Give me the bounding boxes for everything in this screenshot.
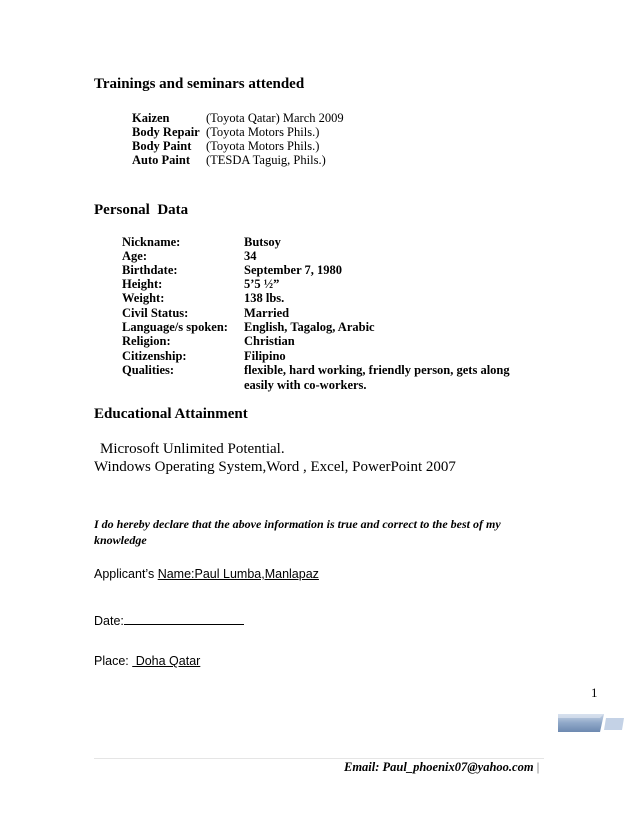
education-line-1: Microsoft Unlimited Potential. [100, 441, 285, 457]
field-value: 138 lbs. [244, 291, 285, 305]
email-text: Email: Paul_phoenix07@yahoo.com [344, 760, 534, 774]
applicant-name: Name:Paul Lumba,Manlapaz [157, 567, 319, 581]
training-name: Kaizen [132, 111, 170, 125]
declaration-text: I do hereby declare that the above information is true and correct to the best of my knowledge [94, 517, 501, 547]
training-name: Body Paint [132, 139, 192, 153]
field-value: Married [244, 306, 290, 320]
field-value: English, Tagalog, Arabic [244, 320, 375, 334]
training-name: Auto Paint [132, 153, 190, 167]
field-label: Religion: [122, 334, 171, 348]
field-value: September 7, 1980 [244, 263, 343, 277]
field-value: 34 [244, 249, 257, 263]
field-label: Nickname: [122, 235, 181, 249]
footer-logo-graphic [556, 712, 626, 734]
education-line-2: Windows Operating System,Word , Excel, PowerPoint 2007 [94, 459, 456, 475]
place-value: Doha Qatar [132, 654, 201, 668]
personal-heading: Personal Data [94, 202, 189, 218]
training-detail: (Toyota Motors Phils.) [206, 139, 320, 153]
field-label: Qualities: [122, 363, 175, 377]
trainings-heading: Trainings and seminars attended [94, 76, 305, 92]
applicant-prefix: Applicant’s [94, 567, 158, 581]
date-label: Date: [94, 614, 124, 628]
field-value: Christian [244, 334, 295, 348]
field-label: Weight: [122, 291, 165, 305]
field-label: Citizenship: [122, 349, 187, 363]
education-heading: Educational Attainment [94, 406, 248, 422]
field-value: Butsoy [244, 235, 281, 249]
footer-divider [94, 758, 544, 759]
field-value: 5’5 ½” [244, 277, 280, 291]
date-blank [124, 612, 244, 625]
training-detail: (Toyota Qatar) March 2009 [206, 111, 344, 125]
field-value: Filipino [244, 349, 286, 363]
date-line [94, 612, 244, 628]
field-value: flexible, hard working, friendly person, gets along easily with co-workers. [244, 363, 510, 392]
field-label: Language/s spoken: [122, 320, 228, 334]
field-label: Birthdate: [122, 263, 178, 277]
training-detail: (Toyota Motors Phils.) [206, 125, 320, 139]
field-label: Civil Status: [122, 306, 189, 320]
training-name: Body Repair [132, 125, 200, 139]
footer-separator: | [536, 760, 540, 774]
page-number: 1 [591, 685, 598, 700]
field-label: Height: [122, 277, 163, 291]
place-label: Place: [94, 654, 133, 668]
training-detail: (TESDA Taguig, Phils.) [206, 153, 326, 167]
applicant-line [94, 567, 319, 581]
footer-email [344, 760, 539, 775]
field-label: Age: [122, 249, 147, 263]
place-line [94, 654, 200, 668]
